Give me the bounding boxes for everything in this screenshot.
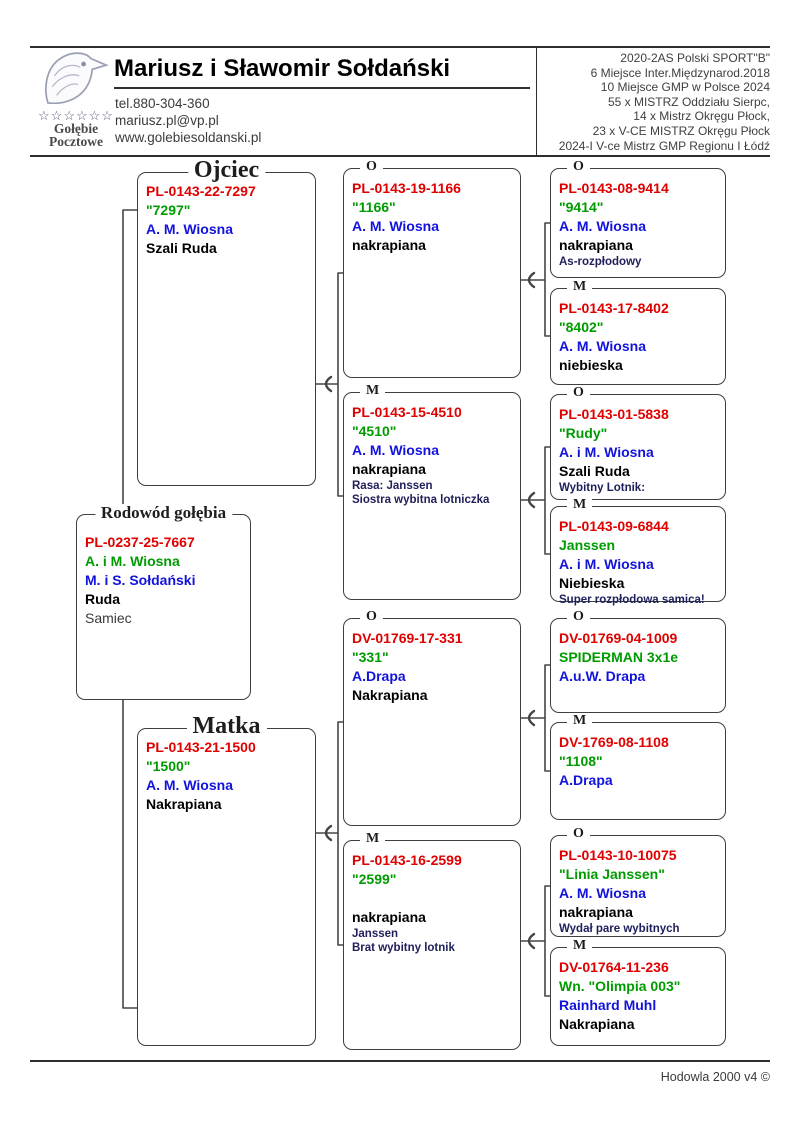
owner-name: A. i M. Wiosna	[559, 556, 654, 572]
website-url: www.golebiesoldanski.pl	[115, 130, 262, 145]
color-description: nakrapiana	[559, 904, 633, 920]
box-label: O	[567, 610, 590, 624]
logo-text-line1: Gołębie	[53, 121, 99, 136]
gen2-box	[343, 831, 521, 1050]
owner-name: M. i S. Sołdański	[85, 572, 196, 588]
owner-name: A. M. Wiosna	[559, 338, 646, 354]
ring-number: PL-0143-17-8402	[559, 300, 669, 316]
pigeon-name: "1166"	[352, 199, 396, 215]
note-line: As-rozpłodowy	[559, 256, 642, 268]
achievement-line: 14 x Mistrz Okręgu Płock,	[633, 109, 770, 124]
pigeon-name: "1500"	[146, 758, 191, 774]
color-description: nakrapiana	[352, 461, 426, 477]
color-description: nakrapiana	[352, 909, 426, 925]
note-line: Brat wybitny lotnik	[352, 942, 455, 954]
note-line: Rasa: Janssen	[352, 480, 433, 492]
owner-name	[352, 889, 516, 908]
ring-number: PL-0143-15-4510	[352, 404, 462, 420]
ring-number: DV-01769-04-1009	[559, 630, 678, 646]
box-label: O	[567, 160, 590, 174]
ring-number: PL-0143-10-10075	[559, 847, 677, 863]
owner-name: A. M. Wiosna	[146, 221, 233, 237]
color-description	[559, 686, 721, 705]
breeder-name: A. i M. Wiosna	[85, 553, 180, 569]
box-label: Ojciec	[188, 158, 265, 182]
pigeon-name: SPIDERMAN 3x1e	[559, 649, 679, 665]
gen3-box	[550, 938, 726, 1046]
pigeon-name: "9414"	[559, 199, 604, 215]
owner-name: Rainhard Muhl	[559, 997, 657, 1013]
achievement-line: 23 x V-CE MISTRZ Okręgu Płock	[592, 123, 770, 138]
pigeon-name: "Linia Janssen"	[559, 866, 665, 882]
ring-number: PL-0143-21-1500	[146, 739, 256, 755]
gen2-box	[343, 609, 521, 826]
gen3-box	[550, 713, 726, 820]
achievement-line: 2024-I V-ce Mistrz GMP Regionu I Łódź	[558, 138, 770, 153]
box-label: Rodowód gołębia	[95, 504, 232, 521]
achievement-line: 55 x MISTRZ Oddziału Sierpc,	[607, 94, 770, 109]
box-label: M	[567, 280, 592, 294]
note-line: Super rozpłodowa samica!	[559, 594, 705, 606]
email-address: mariusz.pl@vp.pl	[115, 113, 219, 128]
color-description: Nakrapiana	[146, 796, 222, 812]
box-label: O	[567, 827, 590, 841]
father-box	[137, 157, 316, 486]
phone-number: tel.880-304-360	[115, 96, 210, 111]
color-description: Szali Ruda	[559, 463, 630, 479]
sex-label: Samiec	[85, 610, 132, 626]
gen3-box	[550, 497, 726, 606]
gen3-box	[550, 385, 726, 500]
ring-number: PL-0143-19-1166	[352, 180, 461, 196]
achievement-line: 6 Miejsce Inter.Międzynarod.2018	[590, 65, 770, 80]
pigeon-name: "4510"	[352, 423, 397, 439]
note-line: Wydał pare wybitnych	[559, 923, 680, 935]
ring-number: PL-0143-22-7297	[146, 183, 256, 199]
owner-name: A. M. Wiosna	[352, 218, 439, 234]
box-label: M	[567, 939, 592, 953]
box-label: M	[360, 384, 385, 398]
note-line: Janssen	[352, 928, 399, 940]
pigeon-name: "8402"	[559, 319, 604, 335]
pigeon-name: "7297"	[146, 202, 191, 218]
ring-number: PL-0143-09-6844	[559, 518, 669, 534]
color-description	[559, 790, 721, 809]
gen2-box	[343, 383, 521, 600]
mother-box	[137, 713, 316, 1046]
ring-number: PL-0237-25-7667	[85, 534, 195, 550]
ring-number: DV-01764-11-236	[559, 959, 669, 975]
ring-number: DV-01769-17-331	[352, 630, 463, 646]
color-description: niebieska	[559, 357, 623, 373]
gen3-box	[550, 159, 726, 278]
pigeon-name: "1108"	[559, 753, 603, 769]
box-label: O	[360, 160, 383, 174]
owner-name: A. M. Wiosna	[559, 885, 646, 901]
box-label: M	[567, 498, 592, 512]
color-description: Nakrapiana	[352, 687, 428, 703]
ring-number: PL-0143-16-2599	[352, 852, 462, 868]
note-line: Wybitny Lotnik:	[559, 482, 646, 494]
box-label: O	[567, 386, 590, 400]
ring-number: PL-0143-08-9414	[559, 180, 669, 196]
owner-name: A. M. Wiosna	[352, 442, 439, 458]
achievement-line: 10 Miejsce GMP w Polsce 2024	[600, 80, 770, 95]
pigeon-name: "Rudy"	[559, 425, 608, 441]
box-label: O	[360, 610, 383, 624]
gen3-box	[550, 826, 726, 937]
note-line: Siostra wybitna lotniczka	[352, 494, 490, 506]
owner-name: A.Drapa	[352, 668, 406, 684]
owner-name: A. M. Wiosna	[146, 777, 233, 793]
ring-number: DV-1769-08-1108	[559, 734, 669, 750]
color-description: Nakrapiana	[559, 1016, 635, 1032]
owner-name: A.u.W. Drapa	[559, 668, 646, 684]
logo-text-line2: Pocztowe	[49, 134, 103, 149]
box-label: M	[360, 832, 385, 846]
owner-name: A.Drapa	[559, 772, 613, 788]
ring-number: PL-0143-01-5838	[559, 406, 669, 422]
pigeon-name: "331"	[352, 649, 389, 665]
color-description: Ruda	[85, 591, 120, 607]
owner-name: A. i M. Wiosna	[559, 444, 654, 460]
pigeon-name: Wn. "Olimpia 003"	[559, 978, 681, 994]
gen3-box	[550, 609, 726, 713]
subject-box	[76, 503, 251, 700]
box-label: Matka	[187, 714, 267, 738]
color-description: nakrapiana	[352, 237, 426, 253]
page-title: Mariusz i Sławomir Sołdański	[114, 55, 530, 89]
owner-name: A. M. Wiosna	[559, 218, 646, 234]
achievement-line: 2020-2AS Polski SPORT"B"	[620, 51, 770, 65]
gen2-box	[343, 159, 521, 378]
color-description: nakrapiana	[559, 237, 633, 253]
box-label: M	[567, 714, 592, 728]
color-description: Niebieska	[559, 575, 625, 591]
logo-stars: ☆☆☆☆☆☆	[38, 108, 114, 123]
pigeon-name: "2599"	[352, 871, 397, 887]
pigeon-name: Janssen	[559, 537, 616, 553]
footer-software-label: Hodowla 2000 v4 ©	[660, 1070, 770, 1084]
gen3-box	[550, 279, 726, 385]
color-description: Szali Ruda	[146, 240, 217, 256]
